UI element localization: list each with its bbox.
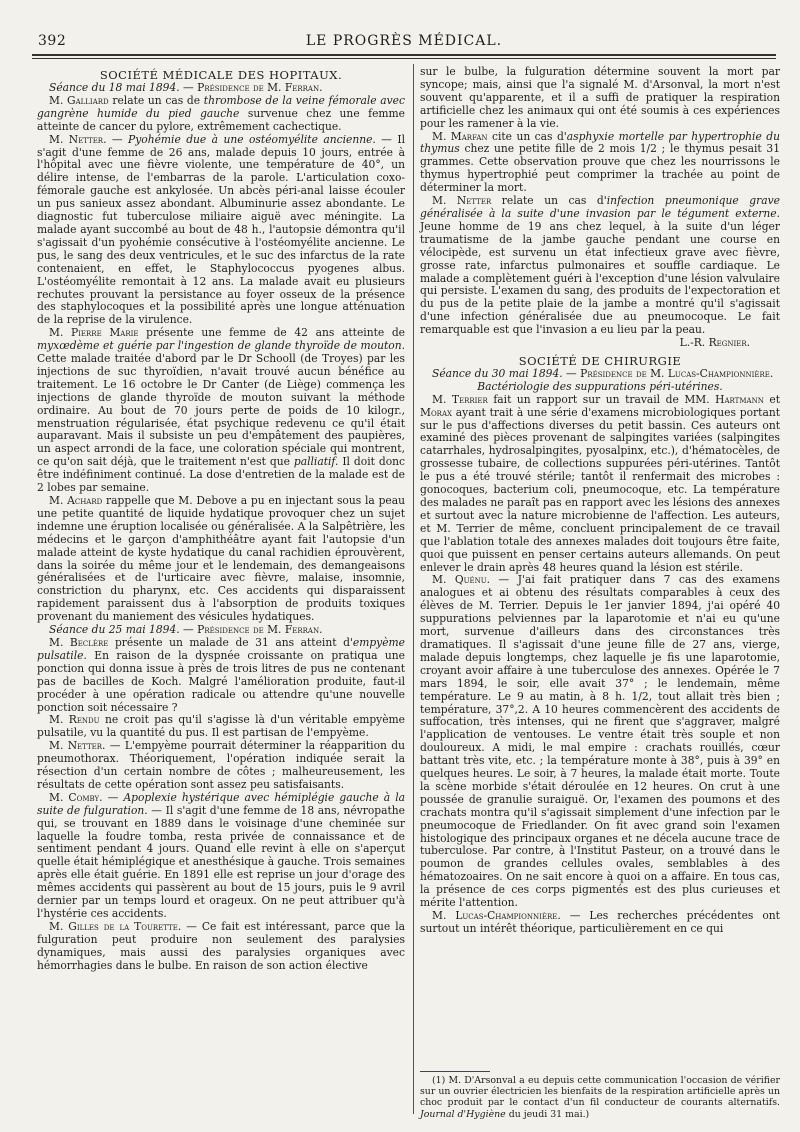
paragraph-text: En raison de la dyspnée croissante on pratiqua une ponction qui donna issue à près de trois litres de pus ne contenant pas de bacilles de Koch. Malgré l'amélioration produite, faut-il procéder à une opération radicale ou attendre qu'une nouvelle ponction soit nécessaire ? xyxy=(37,648,405,714)
speaker-name: M. Netter. xyxy=(49,132,107,146)
paragraph-text: et xyxy=(763,392,780,406)
paragraph-text: — L'empyème pourrait déterminer la réapparition du pneumothorax. Théoriquement, l'opération indiquée serait la résection d'un certain nombre de côtes ; malheureusement, les résultats de cette opération sont assez peu satisfaisants. xyxy=(37,739,405,791)
seance-presidence: — Présidence de M. Lucas-Championnière. xyxy=(562,366,774,380)
footnote-body: du jeudi 31 mai.) xyxy=(505,1108,590,1120)
paragraph-pierre-marie xyxy=(37,327,405,495)
paragraph-lucas-championniere xyxy=(420,910,780,936)
paragraph-comby xyxy=(37,792,405,921)
seance-30-mai xyxy=(420,368,780,381)
paragraph-netter-pyohemie xyxy=(37,134,405,328)
seance-date: Séance du 25 mai 1894. xyxy=(49,623,180,637)
paragraph-text: relate un cas d' xyxy=(491,194,607,208)
society-title-hopitaux: SOCIÉTÉ MÉDICALE DES HOPITAUX. xyxy=(99,68,343,82)
paragraph-text: survenue chez une femme atteinte de cancer du pylore, extrêmement cachectique. xyxy=(37,106,405,133)
section-subtitle: Bactériologie des suppurations péri-utérines. xyxy=(477,379,723,393)
seance-date: Séance du 30 mai 1894. xyxy=(432,366,563,380)
footnote-body: (1) M. D'Arsonval a eu depuis cette communication l'occasion de vérifier sur un ouvrier électricien les bienfaits de la respiration artificielle après un choc produit par le contact d'un fil conducteur de courants alternatifs. xyxy=(420,1075,780,1109)
paragraph-italic: Apoplexie hystérique avec hémiplégie gauche à la suite de fulguration. xyxy=(37,790,406,817)
paragraph-netter-infection xyxy=(420,195,780,337)
running-header xyxy=(30,30,778,50)
speaker-name: M. Achard xyxy=(49,494,103,507)
paragraph-fulguration-cont: sur le bulbe, la fulguration détermine souvent la mort par syncope; mais, ainsi que l'a signalé M. d'Arsonval, la mort n'est souvent qu'apparente, et il a suffi de pratiquer la respiration artificielle chez les animaux qui ont été soumis à ces expériences pour les ramener à la vie. xyxy=(420,65,780,130)
paragraph-text: chez une petite fille de 2 mois 1/2 ; le thymus pesait 31 grammes. Cette observation prouve que chez les nourrissons le thymus hypertrophié peut comprimer la trachée au point de déterminer la mort. xyxy=(420,142,780,195)
footnote xyxy=(420,1075,780,1120)
speaker-name: M. Netter. xyxy=(49,739,106,753)
speaker-name: M. Pierre Marie xyxy=(49,326,139,340)
journal-title: LE PROGRÈS MÉDICAL. xyxy=(305,33,503,49)
paragraph-text: — xyxy=(102,790,124,804)
paragraph-text: — J'ai fait pratiquer dans 7 cas des examens analogues et ai obtenu des résultats comparables à ceux des élèves de M. Terrier. Depuis le 1er janvier 1894, j'ai opéré 40 suppurations pelviennes par la laparotomie et n'ai eu qu'une mort, survenue d'ailleurs dans des circonstances très dramatiques. Il s'agissait d'une jeune fille de 27 ans, vierge, malade depuis longtemps, chez laquelle je fis une laparotomie, croyant avoir affaire à une tuberculose des annexes. Opérée le 7 mars 1894, le soir, elle avait 37° ; le lendemain, même température. Le 9 au matin, à 8 h. 1/2, tout allait très bien ; température, 37°,2. A 10 heures commencèrent des accidents de suffocation, très intenses, qui ne firent que s'aggraver, malgré l'application de ventouses. Le ventre était très souple et non douloureux. A midi, le mal empire : crachats rouillés, cœur battant très vite, etc. ; la température monte à 38°, puis à 39° en quelques heures. Le soir, à 7 heures, la malade était morte. Toute la scène morbide s'était déroulée en 12 heures. On crut à une poussée de granulie suraiguë. Or, l'examen des poumons et des crachats montra qu'il s'agissait simplement d'une infection par le pneumocoque de Friedlander. On fit avec grand soin l'examen histologique des principaux organes et ne décela aucune trace de tuberculose. Par contre, à l'Institut Pasteur, on a trouvé dans le poumon de grandes cellules ovales, semblables à des hématozoaires. On ne sait encore à quoi on a affaire. En tous cas, la présence de ces corps pigmentés est des plus curieuses et mérite l'attention. xyxy=(420,573,780,910)
paragraph-text: Il doit donc être indéfiniment continué. La dose d'entretien de la malade est de 2 lobes par semaine. xyxy=(37,455,406,495)
paragraph-text: — Il s'agit d'une femme de 26 ans, malade depuis 10 jours, entrée à l'hôpital avec une fièvre violente, une température de 40°, un délire intense, de l'embarras de la parole. L'articulation coxo-fémorale gauche est ankylosée. Un abcès péri-anal laisse écouler un pus sanieux assez abondant. Albuminurie assez abondante. Le diagnostic fut tuberculose miliaire aiguë avec méningite. La malade ayant succombé au bout de 48 h., l'autopsie démontra qu'il s'agissait d'un pyohémie consécutive à l'ostéomyélite ancienne. Le pus, le sang des deux ventricules, et le suc des infarctus de la rate contenaient, en effet, le Staphylococcus pyogenes albus. L'ostéomyélite remontait à 12 ans. La malade avait eu plusieurs rechutes prouvant la persistance au foyer osseux de la présence des staphylocoques et la possibilité après une longue atténuation de la reprise de la virulence. xyxy=(37,132,406,327)
speaker-name: M. Lucas-Championnière. xyxy=(432,909,561,922)
paragraph-text: relate un cas de xyxy=(108,93,204,107)
footnote-italic: Journal d'Hygiène xyxy=(420,1108,506,1120)
paragraph-text: présente un malade de 31 ans atteint d' xyxy=(108,635,353,649)
paragraph-text: — Il s'agit d'une femme de 18 ans, névropathe qui, se trouvant en 1889 dans le voisinage d'une cheminée sur laquelle la foudre tomba, resta privée de connaissance et de sentiment pendant 4 jours. Quand elle revint à elle on s'aperçut quelle était hémiplégique et anesthésique à gauche. Trois semaines après elle était guérie. En 1891 elle est reprise un jour d'orage des mêmes accidents qui passèrent au bout de 15 jours, puis le 9 avril dernier par un temps lourd et orageux. On ne peut attribuer qu'à l'hystérie ces accidents. xyxy=(37,803,405,920)
speaker-name: M. Terrier xyxy=(432,392,488,406)
paragraph-text: — xyxy=(106,132,129,146)
footnote-text xyxy=(420,1075,780,1120)
paragraph-text: — Ce fait est intéressant, parce que la fulguration peut produire non seulement des paralysies dynamiques, mais aussi des paralysies organiques avec hémorrhagies dans le bulbe. En raison de son action élective xyxy=(37,919,405,972)
header-rule-thin xyxy=(32,58,776,59)
paragraph-achard xyxy=(37,495,405,624)
paragraph-italic: myxœdème et guérie par l'ingestion de glande thyroïde de mouton. xyxy=(37,339,405,353)
author-name: Morax xyxy=(420,405,452,419)
paragraph-italic: palliatif. xyxy=(293,455,339,469)
paragraph-text: Cette malade traitée d'abord par le Dr Schooll (de Troyes) par les injections de suc thyroïdien, n'avait trouvé aucun bénéfice au traitement. Le 16 octobre le Dr Canter (de Liège) commença les injections de glande thyroïde de mouton suivant la méthode ordinaire. Au bout de 70 jours perte de poids de 10 kilogr., menstruation régularisée, état psychique redevenu ce qu'il était auparavant. Mais il subsiste un peu d'empâtement des paupières, un aspect arrondi de la face, une coloration spéciale qui montrent, ce qu'on sait déjà, que le traitement n'est que xyxy=(37,352,405,469)
paragraph-text: Jeune homme de 19 ans chez lequel, à la suite d'un léger traumatisme de la jambe gauche pendant une course en vélocipède, est survenu un état infectieux grave avec fièvre, grosse rate, infarctus pulmonaires et souffle cardiaque. Le malade a complètement guéri à l'exception d'une lésion valvulaire qui persiste. L'examen du sang, des produits de l'expectoration et du pus de la petite plaie de la jambe a montré qu'il s'agissait d'une infection généralisée due au pneumocoque. Le fait remarquable est que l'invasion a eu lieu par la peau. xyxy=(420,219,780,337)
paragraph-netter-empyeme xyxy=(37,740,405,792)
paragraph-text: rappelle que M. Debove a pu en injectant sous la peau une petite quantité de liquide hydatique provoquer chez un sujet indemne une éruption localisée ou généralisée. A la Salpêtrière, les médecins et le garçon d'amphithéâtre ayant fait l'autopsie d'un malade atteint de kyste hydatique du canal rachidien éprouvèrent, dans la soirée du même jour et le lendemain, des demangeaisons généralisées et de l'urticaire avec fièvre, malaise, insomnie, constriction du pharynx, etc. Ces accidents qui disparaissent rapidement paraissent dus à l'absorption de produits toxiques provenant du maniement des vésicules hydatiques. xyxy=(37,494,406,624)
speaker-name: M. Beclère xyxy=(49,635,109,649)
paragraph-text: cite un cas d' xyxy=(487,129,567,143)
left-column xyxy=(37,66,405,973)
speaker-name: M. Quénu. xyxy=(432,573,491,587)
paragraph-rendu xyxy=(37,714,405,740)
column-divider xyxy=(413,64,414,1114)
paragraph-text: ayant trait à une série d'examens microbiologiques portant sur le pus d'affections diverses du petit bassin. Ces auteurs ont examiné des pièces provenant de salpingites variées (salpingites catarrhales, hydrosalpingites, pyosalpinx, etc.), d'hématocèles, de grossesse tubaire, de collections suppurées péri-utérines. Tantôt le pus a été trouvé stérile; tantôt il renfermait des microbes : gonocoques, bacterium coli, pneumocoque, etc. La température des malades ne paraît pas en rapport avec les lésions des annexes et surtout avec la nature microbienne de l'affection. Les auteurs, et M. Terrier de même, concluent principalement de ce travail que l'ablation totale des annexes malades doit toujours être faite, quoi que puissent en penser certains auteurs allemands. On peut enlever le drain après 48 heures quand la lésion est stérile. xyxy=(420,405,780,574)
speaker-name: M. Marfan xyxy=(432,129,488,143)
speaker-name: M. Rendu xyxy=(49,713,100,727)
page-number: 392 xyxy=(38,33,67,49)
author-name: Hartmann xyxy=(715,392,764,406)
paragraph-terrier xyxy=(420,394,780,575)
seance-date: Séance du 18 mai 1894. xyxy=(49,81,180,94)
speaker-name: M. Comby. xyxy=(49,790,103,804)
speaker-name: M. Gilles de la Tourette. xyxy=(49,919,182,933)
signature-regnier: L.-R. Regnier. xyxy=(679,336,750,350)
paragraph-italic: infection pneumonique grave généralisée à la suite d'une invasion par le tégument externe. xyxy=(420,194,780,220)
paragraph-italic: empyème pulsatile. xyxy=(37,635,405,662)
paragraph-gilles-de-la-tourette xyxy=(37,921,405,973)
paragraph-text: présente une femme de 42 ans atteinte de xyxy=(138,326,405,340)
right-column xyxy=(420,66,780,936)
paragraph-text: fait un rapport sur un travail de MM. xyxy=(487,392,716,406)
paragraph-beclere xyxy=(37,637,405,714)
speaker-name: M. Netter xyxy=(432,194,492,208)
paragraph-text: ne croit pas qu'il s'agisse là d'un véritable empyème pulsatile, vu la quantité du pus. Il est partisan de l'empyème. xyxy=(37,713,405,740)
paragraph-italic: Pyohémie due à une ostéomyélite ancienne. xyxy=(128,132,376,146)
footnote-rule xyxy=(420,1071,490,1072)
seance-presidence: — Présidence de M. Ferran. xyxy=(179,623,323,637)
paragraph-italic: thrombose de la veine fémorale avec gangrène humide du pied gauche xyxy=(37,93,405,120)
seance-presidence: — Présidence de M. Ferran. xyxy=(179,81,323,94)
paragraph-italic: asphyxie mortelle par hypertrophie du thymus xyxy=(420,129,780,156)
paragraph-quenu xyxy=(420,574,780,910)
paragraph-galliard xyxy=(37,95,405,134)
paragraph-marfan xyxy=(420,131,780,196)
paragraph-text: — Les recherches précédentes ont surtout un intérêt théorique, particulièrement en ce qui xyxy=(420,909,780,935)
speaker-name: M. Galliard xyxy=(49,93,109,107)
society-title-chirurgie: SOCIÉTÉ DE CHIRURGIE xyxy=(518,353,682,368)
header-rule-thick xyxy=(32,54,776,56)
